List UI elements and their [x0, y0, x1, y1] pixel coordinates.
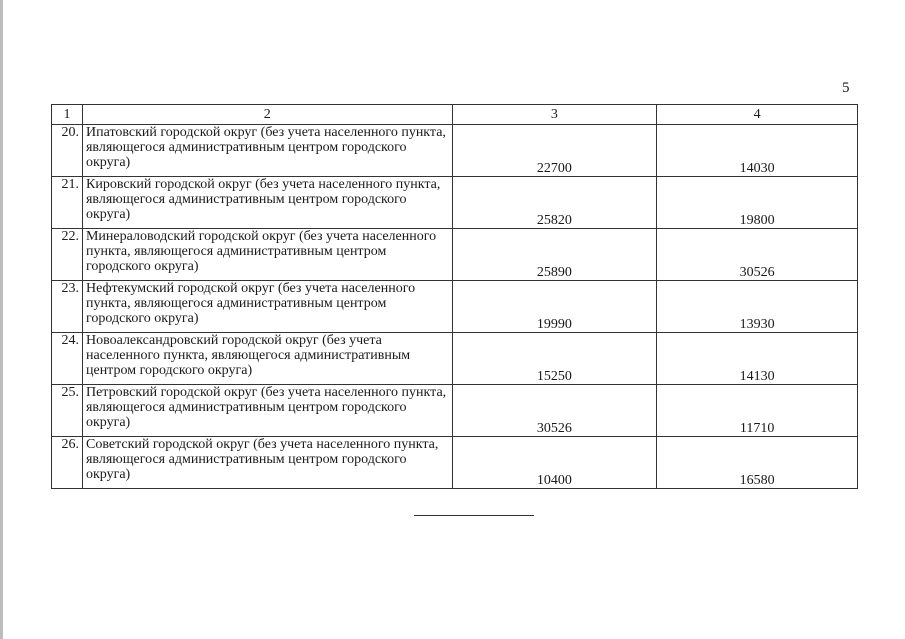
- data-table: [51, 104, 858, 489]
- row-name: Советский городской округ (без учета населенного пункта, являющегося административным центром городского округа): [82, 437, 452, 489]
- row-number: 21.: [52, 177, 83, 229]
- row-col4-value: 16580: [657, 437, 858, 489]
- row-col3-value: 30526: [452, 385, 657, 437]
- table-row: [52, 437, 858, 489]
- table-body: [52, 125, 858, 489]
- row-col3-value: 22700: [452, 125, 657, 177]
- row-col3-value: 10400: [452, 437, 657, 489]
- row-number: 24.: [52, 333, 83, 385]
- separator-line: [414, 515, 534, 516]
- row-name: Кировский городской округ (без учета населенного пункта, являющегося административным центром городского округа): [82, 177, 452, 229]
- row-col4-value: 11710: [657, 385, 858, 437]
- table-row: [52, 125, 858, 177]
- row-col4-value: 13930: [657, 281, 858, 333]
- row-col4-value: 19800: [657, 177, 858, 229]
- page-edge: [0, 0, 3, 639]
- row-col3-value: 19990: [452, 281, 657, 333]
- row-number: 25.: [52, 385, 83, 437]
- row-col4-value: 14130: [657, 333, 858, 385]
- table-row: [52, 177, 858, 229]
- row-col4-value: 14030: [657, 125, 858, 177]
- row-number: 23.: [52, 281, 83, 333]
- row-name: Минераловодский городской округ (без учета населенного пункта, являющегося административным центром городского округа): [82, 229, 452, 281]
- row-name: Ипатовский городской округ (без учета населенного пункта, являющегося административным центром городского округа): [82, 125, 452, 177]
- page-number: 5: [842, 80, 850, 96]
- header-col-1: 1: [52, 105, 83, 125]
- header-col-3: 3: [452, 105, 657, 125]
- row-col3-value: 15250: [452, 333, 657, 385]
- row-number: 22.: [52, 229, 83, 281]
- header-col-4: 4: [657, 105, 858, 125]
- table-row: [52, 385, 858, 437]
- table-row: [52, 333, 858, 385]
- row-col4-value: 30526: [657, 229, 858, 281]
- row-col3-value: 25890: [452, 229, 657, 281]
- table-header: [52, 105, 858, 125]
- table-row: [52, 229, 858, 281]
- table-row: [52, 281, 858, 333]
- row-col3-value: 25820: [452, 177, 657, 229]
- row-name: Петровский городской округ (без учета населенного пункта, являющегося административным центром городского округа): [82, 385, 452, 437]
- header-col-2: 2: [82, 105, 452, 125]
- row-name: Новоалександровский городской округ (без учета населенного пункта, являющегося административным центром городского округа): [82, 333, 452, 385]
- row-name: Нефтекумский городской округ (без учета населенного пункта, являющегося административным центром городского округа): [82, 281, 452, 333]
- row-number: 20.: [52, 125, 83, 177]
- row-number: 26.: [52, 437, 83, 489]
